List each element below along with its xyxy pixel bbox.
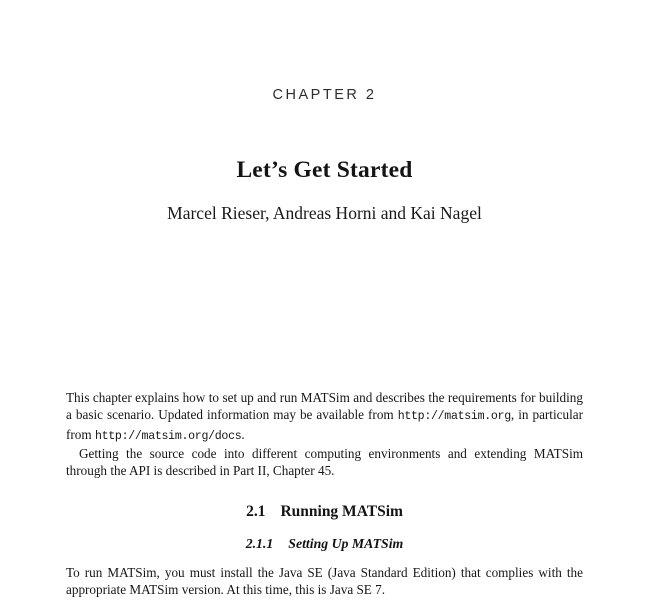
intro-paragraph-2: Getting the source code into different computing environments and extending MATSim through the API is described in Part II, Chapter 45.: [66, 445, 583, 479]
intro-text-block: [66, 389, 583, 479]
section-number: 2.1: [246, 503, 266, 520]
link-matsim-org[interactable]: http://matsim.org: [397, 410, 511, 424]
setup-paragraph-1: To run MATSim, you must install the Java SE (Java Standard Edition) that complies with the appropriate MATSim version. At this time, this is Java SE 7.: [66, 565, 583, 598]
subsection-title: Setting Up MATSim: [288, 536, 404, 551]
link-matsim-org-docs[interactable]: http://matsim.org/docs: [94, 429, 242, 443]
chapter-authors: Marcel Rieser, Andreas Horni and Kai Nagel: [167, 203, 482, 223]
intro-paragraph-1: This chapter explains how to set up and run MATSim and describes the requirements for building a basic scenario. Updated information may be available from http://matsim.org, in particular from http://matsim.org/docs.: [66, 390, 583, 443]
section-title: Running MATSim: [280, 503, 403, 520]
subsection-number: 2.1.1: [245, 536, 274, 551]
setup-text-block: [66, 564, 583, 599]
chapter-title: Let’s Get Started: [236, 157, 413, 183]
subsection-heading-setting-up-matsim: [66, 536, 583, 552]
chapter-label: CHAPTER 2: [272, 87, 377, 103]
section-heading-running-matsim: [66, 503, 583, 521]
